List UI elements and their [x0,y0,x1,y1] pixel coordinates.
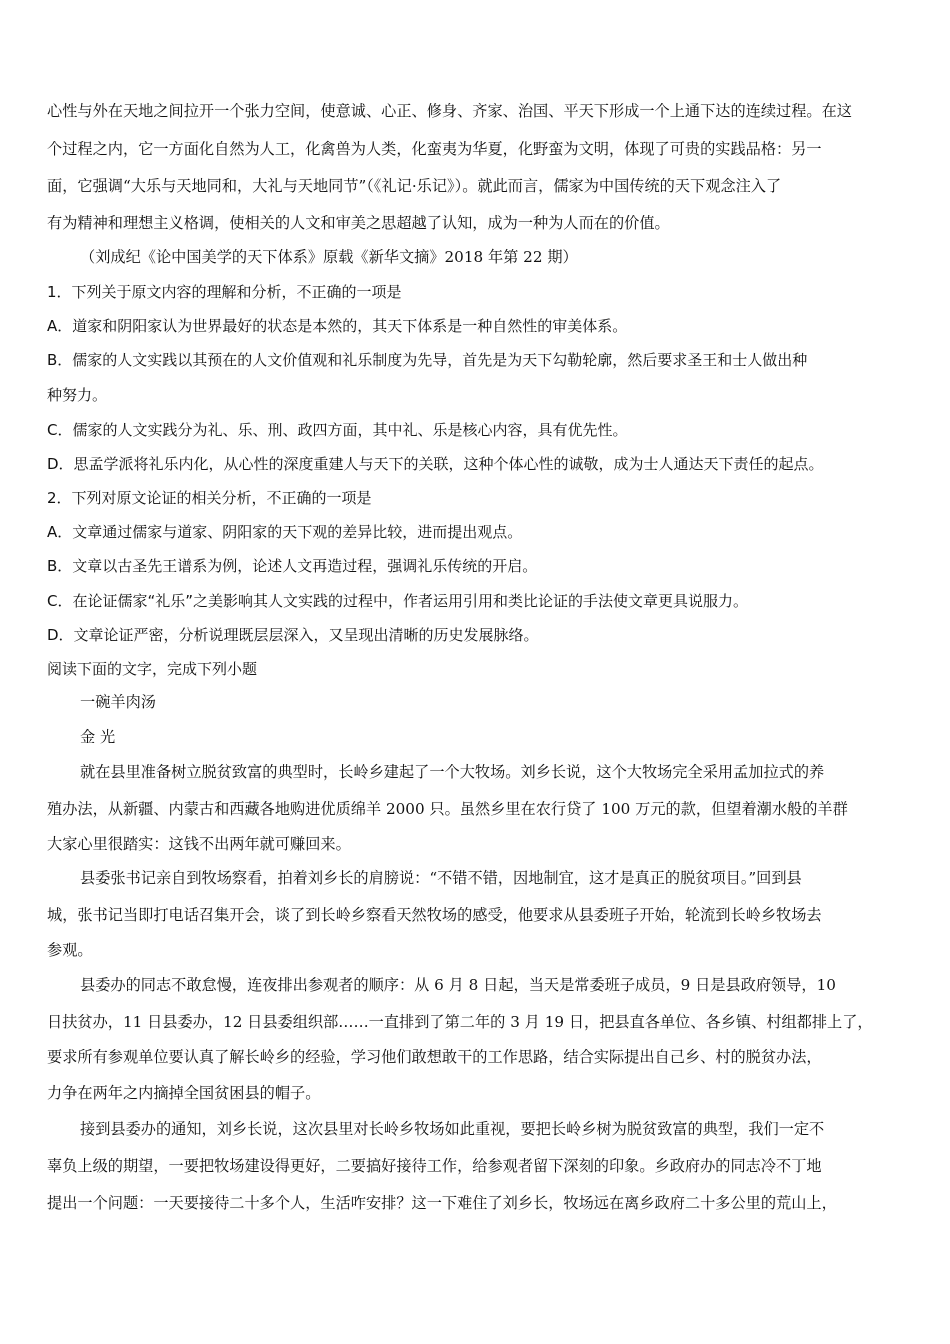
paragraph-line: 日扶贫办，11 日县委办，12 日县委组织部……一直排到了第二年的 3 月 19 日，把县直各单位、各乡镇、村组都排上了， [47,1013,873,1031]
paragraph-line: 县委张书记亲自到牧场察看，拍着刘乡长的肩膀说：“不错不错，因地制宜，这才是真正的脱贫项目。”回到县 [80,869,802,887]
reading-instruction: 阅读下面的文字，完成下列小题 [47,660,258,678]
paragraph-line: 要求所有参观单位要认真了解长岭乡的经验，学习他们敢想敢干的工作思路，结合实际提出自己乡、村的脱贫办法， [47,1048,822,1066]
question-option: B．文章以古圣先王谱系为例，论述人文再造过程，强调礼乐传统的开启。 [47,557,538,575]
paragraph-line: 接到县委办的通知，刘乡长说，这次县里对长岭乡牧场如此重视，要把长岭乡树为脱贫致富的典型，我们一定不 [80,1120,825,1138]
passage-line: 有为精神和理想主义格调，使相关的人文和审美之思超越了认知，成为一种为人而在的价值。 [47,214,670,232]
paragraph-line: 参观。 [47,941,93,959]
passage-line: 个过程之内，它一方面化自然为人工，化禽兽为人类，化蛮夷为华夏，化野蛮为文明，体现了可贵的实践品格：另一 [47,140,822,158]
question-stem: 1．下列关于原文内容的理解和分析，不正确的一项是 [47,283,402,301]
question-option: C．在论证儒家“礼乐”之美影响其人文实践的过程中，作者运用引用和类比论证的手法使文章更具说服力。 [47,592,749,610]
paragraph-line: 城，张书记当即打电话召集开会，谈了到长岭乡察看天然牧场的感受，他要求从县委班子开始，轮流到长岭乡牧场去 [47,906,822,924]
paragraph-line: 力争在两年之内摘掉全国贫困县的帽子。 [47,1084,321,1102]
paragraph-line: 提出一个问题：一天要接待二十多个人，生活咋安排？这一下难住了刘乡长，牧场远在离乡政府二十多公里的荒山上， [47,1194,837,1212]
question-stem: 2．下列对原文论证的相关分析，不正确的一项是 [47,489,372,507]
passage-line: 面，它强调“大乐与天地同和，大礼与天地同节”（《礼记·乐记》）。就此而言，儒家为中国传统的天下观念注入了 [47,177,782,195]
question-option: A．道家和阴阳家认为世界最好的状态是本然的，其天下体系是一种自然性的审美体系。 [47,317,628,335]
paragraph-line: 殖办法，从新疆、内蒙古和西藏各地购进优质绵羊 2000 只。虽然乡里在农行贷了 100 万元的款，但望着潮水般的羊群 [47,800,848,818]
story-title: 一碗羊肉汤 [80,693,156,711]
paragraph-line: 辜负上级的期望，一要把牧场建设得更好，二要搞好接待工作，给参观者留下深刻的印象。乡政府办的同志冷不丁地 [47,1157,822,1175]
question-option: D．思孟学派将礼乐内化，从心性的深度重建人与天下的关联，这种个体心性的诚敬，成为士人通达天下责任的起点。 [47,455,824,473]
question-option: B．儒家的人文实践以其预在的人文价值观和礼乐制度为先导，首先是为天下勾勒轮廓，然后要求圣王和士人做出种 [47,351,808,369]
story-author: 金 光 [80,728,116,746]
question-option: C．儒家的人文实践分为礼、乐、刑、政四方面，其中礼、乐是核心内容，具有优先性。 [47,421,628,439]
paragraph-line: 县委办的同志不敢怠慢，连夜排出参观者的顺序：从 6 月 8 日起，当天是常委班子成员，9 日是县政府领导，10 [80,976,836,994]
question-option: A．文章通过儒家与道家、阴阳家的天下观的差异比较，进而提出观点。 [47,523,523,541]
source-citation: （刘成纪《论中国美学的天下体系》原载《新华文摘》2018 年第 22 期） [80,248,578,266]
question-option: D．文章论证严密，分析说理既层层深入，又呈现出清晰的历史发展脉络。 [47,626,539,644]
paragraph-line: 就在县里准备树立脱贫致富的典型时，长岭乡建起了一个大牧场。刘乡长说，这个大牧场完全采用孟加拉式的养 [80,763,825,781]
question-option-continued: 种努力。 [47,386,108,404]
paragraph-line: 大家心里很踏实：这钱不出两年就可赚回来。 [47,835,351,853]
passage-line: 心性与外在天地之间拉开一个张力空间，使意诚、心正、修身、齐家、治国、平天下形成一个上通下达的连续过程。在这 [47,102,852,120]
